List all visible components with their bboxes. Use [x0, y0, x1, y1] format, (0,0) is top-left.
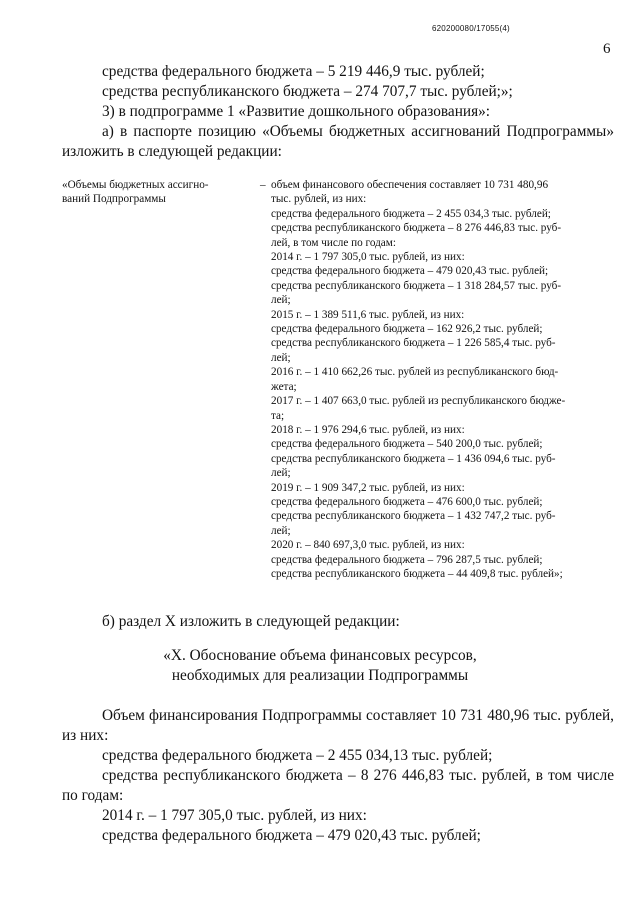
intro-line-3: 3) в подпрограмме 1 «Развитие дошкольного образования»:	[102, 103, 491, 120]
table-right-cell	[271, 178, 611, 581]
table-right-line: средства федерального бюджета – 476 600,0 тыс. рублей;	[271, 495, 543, 508]
table-right-line: средства республиканского бюджета – 1 432 747,2 тыс. руб-	[271, 510, 556, 523]
table-right-line: средства республиканского бюджета – 1 318 284,57 тыс. руб-	[271, 279, 562, 292]
table-right-line: средства федерального бюджета – 479 020,43 тыс. рублей;	[271, 265, 549, 278]
table-right-line: средства республиканского бюджета – 8 276 446,83 тыс. руб-	[271, 222, 562, 235]
table-dash: –	[260, 179, 266, 191]
table-right-line: средства республиканского бюджета – 1 436 094,6 тыс. руб-	[271, 452, 556, 465]
intro-line-1: средства федерального бюджета – 5 219 446,9 тыс. рублей;	[102, 63, 485, 80]
table-left-line: ваний Подпрограммы	[62, 193, 166, 206]
table-right-line: 2014 г. – 1 797 305,0 тыс. рублей, из них:	[271, 251, 465, 264]
table-right-line: 2019 г. – 1 909 347,2 тыс. рублей, из них:	[271, 481, 465, 494]
table-right-line: средства федерального бюджета – 162 926,2 тыс. рублей;	[271, 323, 543, 336]
section-title-line-1: «X. Обоснование объема финансовых ресурсов,	[163, 647, 477, 664]
intro-block	[62, 62, 614, 162]
table-right-line: лей;	[271, 294, 291, 307]
table-right-line: тыс. рублей, из них:	[271, 193, 367, 206]
table-right-line: лей;	[271, 351, 291, 364]
table-right-line: объем финансового обеспечения составляет 10 731 480,96	[271, 179, 549, 191]
table-right-line: лей;	[271, 467, 291, 480]
table-right-line: лей;	[271, 524, 291, 537]
intro-line-4: а) в паспорте позицию «Объемы бюджетных ассигнований Подпрограммы» изложить в следующей редакции:	[62, 123, 614, 160]
table-left-cell	[62, 178, 252, 207]
section-b-line: б) раздел X изложить в следующей редакции:	[102, 613, 400, 630]
table-right-line: жета;	[271, 380, 297, 393]
table-right-line: средства республиканского бюджета – 44 409,8 тыс. рублей»;	[271, 567, 563, 580]
table-right-line: 2020 г. – 840 697,3,0 тыс. рублей, из них:	[271, 539, 465, 552]
closing-line-4: 2014 г. – 1 797 305,0 тыс. рублей, из них:	[102, 807, 367, 824]
table-right-line: та;	[271, 409, 285, 422]
table-right-line: средства федерального бюджета – 540 200,0 тыс. рублей;	[271, 438, 543, 451]
closing-line-1: Объем финансирования Подпрограммы составляет 10 731 480,96 тыс. рублей, из них:	[62, 707, 614, 744]
table-right-line: средства федерального бюджета – 796 287,5 тыс. рублей;	[271, 553, 543, 566]
intro-line-2: средства республиканского бюджета – 274 707,7 тыс. рублей;»;	[102, 83, 513, 100]
closing-line-2: средства федерального бюджета – 2 455 034,13 тыс. рублей;	[102, 747, 493, 764]
section-b-block	[62, 612, 614, 632]
table-right-line: средства федерального бюджета – 2 455 034,3 тыс. рублей;	[271, 207, 551, 220]
document-id: 620200080/17055(4)	[432, 24, 510, 33]
table-right-line: лей, в том числе по годам:	[271, 236, 396, 249]
table-left-line: «Объемы бюджетных ассигно-	[62, 179, 209, 191]
closing-line-3: средства республиканского бюджета – 8 276 446,83 тыс. рублей, в том числе по годам:	[62, 767, 614, 804]
closing-line-5: средства федерального бюджета – 479 020,43 тыс. рублей;	[102, 827, 481, 844]
section-title	[0, 646, 640, 686]
table-right-line: 2017 г. – 1 407 663,0 тыс. рублей из республиканского бюдже-	[271, 395, 566, 408]
section-title-line-2: необходимых для реализации Подпрограммы	[171, 667, 469, 684]
table-right-line: средства республиканского бюджета – 1 226 585,4 тыс. руб-	[271, 337, 556, 350]
table-right-line: 2015 г. – 1 389 511,6 тыс. рублей, из них:	[271, 308, 465, 321]
page-number: 6	[603, 41, 611, 57]
table-right-line: 2016 г. – 1 410 662,26 тыс. рублей из республиканского бюд-	[271, 366, 559, 379]
table-right-line: 2018 г. – 1 976 294,6 тыс. рублей, из них:	[271, 423, 465, 436]
closing-block	[62, 706, 614, 846]
